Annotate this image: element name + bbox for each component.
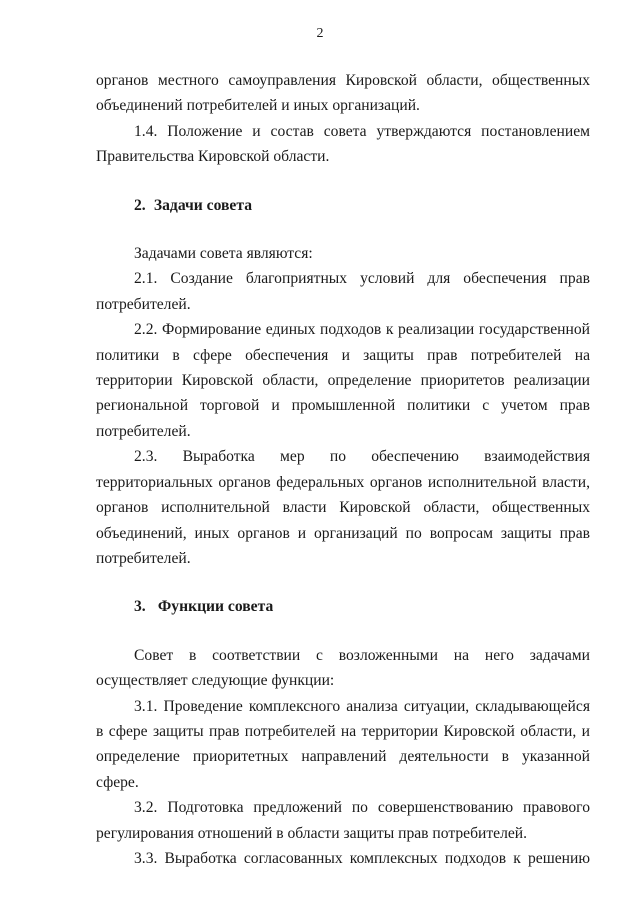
paragraph-continuation: органов местного самоуправления Кировской области, общественных объединений потребителей и иных организаций. [96, 72, 590, 115]
paragraph-3-1: 3.1. Проведение комплексного анализа ситуации, складывающейся в сфере защиты прав потребителей на территории Кировской области, и определение приоритетных направлений деятельности в указанной сфере. [96, 697, 590, 791]
section-2-intro: Задачами совета являются: [134, 245, 313, 263]
paragraph-3-3: 3.3. Выработка согласованных комплексных подходов к решению [134, 849, 590, 867]
section-3-intro: Совет в соответствии с возложенными на него задачами осуществляет следующие функции: [96, 646, 590, 690]
section-heading-2-number: 2. [134, 196, 146, 214]
section-heading-3-title: Функции совета [157, 598, 274, 616]
paragraph-2-3: 2.3. Выработка мер по обеспечению взаимодействия территориальных органов федеральных органов исполнительной власти, органов исполнительной власти Кировской области, общественных объединений, иных органов и организаций по вопросам защиты прав потребителей. [96, 448, 590, 567]
section-heading-3-number: 3. [134, 598, 146, 616]
paragraph-3-2: 3.2. Подготовка предложений по совершенствованию правового регулирования отношений в области защиты прав потребителей. [96, 799, 590, 842]
paragraph-2-1: 2.1. Создание благоприятных условий для обеспечения прав потребителей. [96, 270, 590, 313]
section-heading-2 [96, 193, 590, 218]
section-heading-3 [96, 594, 590, 619]
paragraph-1-4: 1.4. Положение и состав совета утверждаются постановлением Правительства Кировской области. [96, 122, 590, 166]
page-number: 2 [316, 26, 324, 41]
paragraph-2-2: 2.2. Формирование единых подходов к реализации государственной политики в сфере обеспечения и защиты прав потребителей на территории Кировской области, определение приоритетов реализации региональной торговой и промышленной политики с учетом прав потребителей. [96, 321, 590, 440]
section-heading-2-title: Задачи совета [153, 196, 252, 214]
document-body [96, 68, 590, 871]
